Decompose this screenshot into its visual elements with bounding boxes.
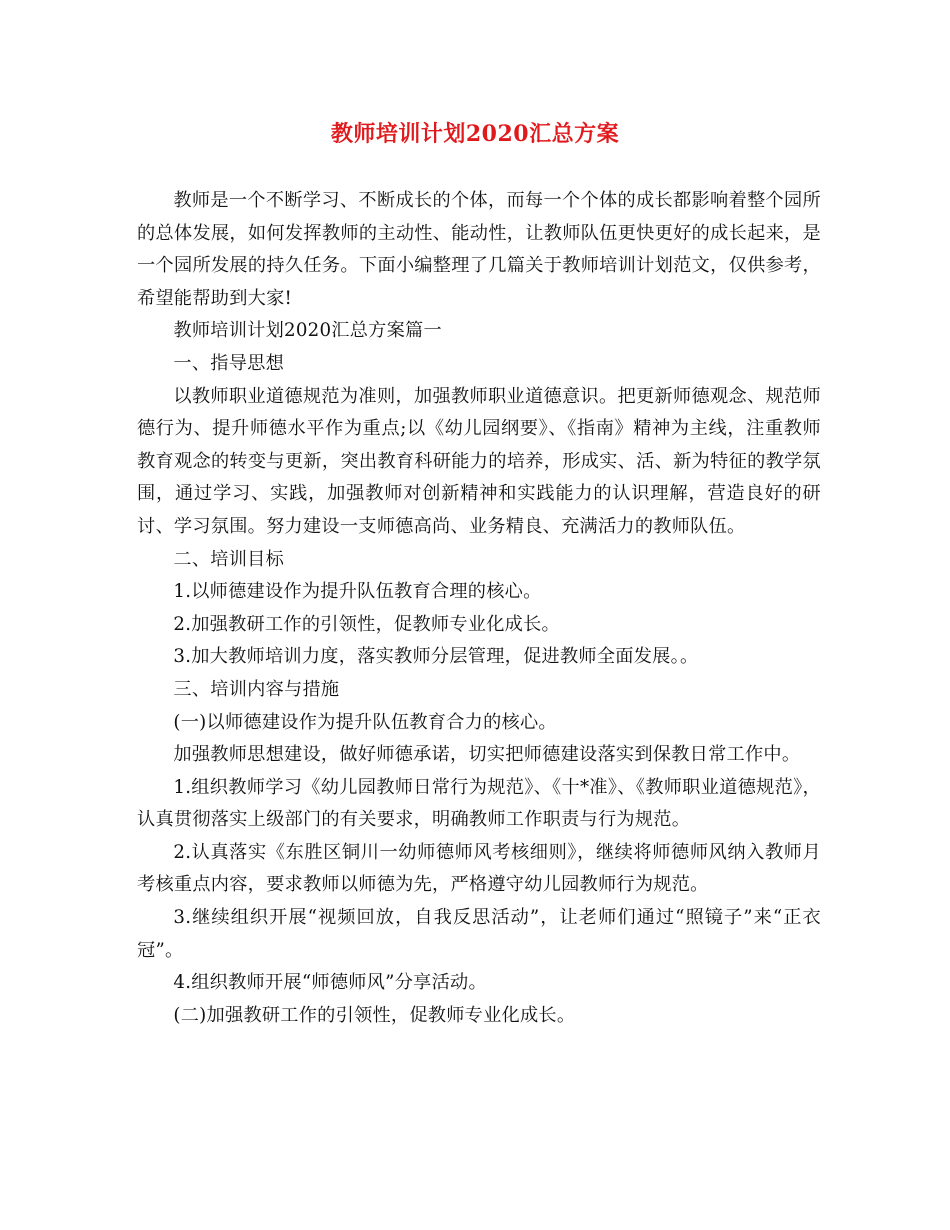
goal-item-2: 2.加强教研工作的引领性，促教师专业化成长。	[173, 613, 560, 635]
measure-item-1: 1.组织教师学习《幼儿园教师日常行为规范》、《十*准》、《教师职业道德规范》，认真贯彻落实上级部门的有关要求，明确教师工作职责与行为规范。	[137, 776, 821, 831]
document-title: 教师培训计划2020汇总方案	[330, 121, 620, 147]
heading-training-goals: 二、培训目标	[173, 548, 285, 570]
document-body	[137, 185, 821, 1032]
paragraph-ethics-intro: 加强教师思想建设，做好师德承诺，切实把师德建设落实到保教日常工作中。	[173, 744, 801, 766]
measure-item-3: 3.继续组织开展“视频回放，自我反思活动”，让老师们通过“照镜子”来“正衣冠”。	[137, 907, 821, 961]
subheading-ethics: (一)以师德建设作为提升队伍教育合力的核心。	[173, 711, 557, 733]
heading-content-measures: 三、培训内容与措施	[173, 678, 340, 700]
measure-item-4: 4.组织教师开展“师德师风”分享活动。	[173, 972, 487, 994]
section-heading-part-one: 教师培训计划2020汇总方案篇一	[173, 320, 442, 342]
goal-item-3: 3.加大教师培训力度，落实教师分层管理，促进教师全面发展。。	[173, 646, 699, 668]
heading-guiding-ideology: 一、指导思想	[173, 352, 285, 374]
intro-paragraph: 教师是一个不断学习、不断成长的个体，而每一个个体的成长都影响着整个园所的总体发展，如何发挥教师的主动性、能动性，让教师队伍更快更好的成长起来，是一个园所发展的持久任务。下面小编整理了几篇关于教师培训计划范文，仅供参考，希望能帮助到大家!	[137, 190, 821, 309]
goal-item-1: 1.以师德建设作为提升队伍教育合理的核心。	[173, 581, 542, 603]
measure-item-2: 2.认真落实《东胜区铜川一幼师德师风考核细则》，继续将师德师风纳入教师月考核重点内容，要求教师以师德为先，严格遵守幼儿园教师行为规范。	[137, 841, 821, 896]
paragraph-guiding-ideology: 以教师职业道德规范为准则，加强教师职业道德意识。把更新师德观念、规范师德行为、提升师德水平作为重点;以《幼儿园纲要》、《指南》精神为主线，注重教师教育观念的转变与更新，突出教育科研能力的培养，形成实、活、新为特征的教学氛围，通过学习、实践，加强教师对创新精神和实践能力的认识理解，营造良好的研讨、学习氛围。努力建设一支师德高尚、业务精良、充满活力的教师队伍。	[137, 385, 821, 537]
subheading-research: (二)加强教研工作的引领性，促教师专业化成长。	[173, 1004, 576, 1026]
